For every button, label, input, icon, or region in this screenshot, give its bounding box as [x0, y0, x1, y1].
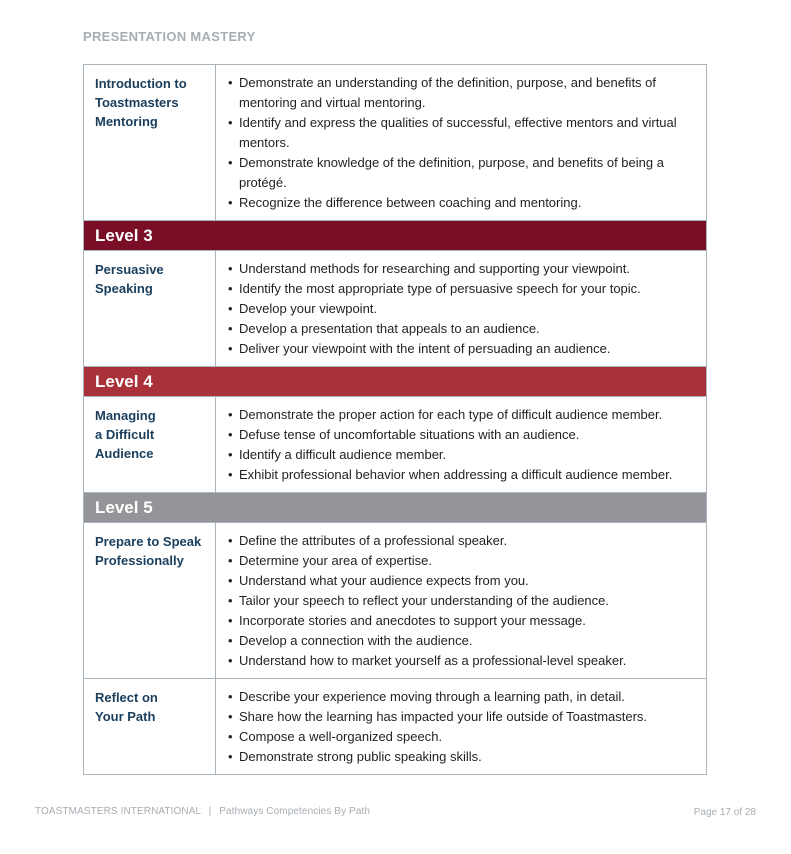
bullet-item: • Identify and express the qualities of successful, effective mentors and virtual mentors. [228, 113, 700, 153]
topic-line: Introduction to [95, 76, 187, 91]
bullet-item: • Identify the most appropriate type of persuasive speech for your topic. [228, 279, 700, 299]
level-3-banner: Level 3 [84, 221, 706, 251]
level-5-banner: Level 5 [84, 493, 706, 523]
table-row [84, 65, 706, 221]
bullet-item: • Share how the learning has impacted your life outside of Toastmasters. [228, 707, 700, 727]
bullet-item: • Understand how to market yourself as a professional-level speaker. [228, 651, 700, 671]
bullet-list [216, 397, 706, 492]
topic-line: Speaking [95, 281, 153, 296]
bullet-item: • Understand methods for researching and supporting your viewpoint. [228, 259, 700, 279]
bullet-item: • Identify a difficult audience member. [228, 445, 700, 465]
bullet-item: • Develop your viewpoint. [228, 299, 700, 319]
bullet-list [216, 679, 706, 774]
footer-doc-title: Pathways Competencies By Path [219, 806, 371, 817]
bullet-list [216, 251, 706, 366]
footer-left [35, 806, 370, 817]
table-row [84, 251, 706, 367]
bullet-item: • Defuse tense of uncomfortable situations with an audience. [228, 425, 700, 445]
topic-line: Professionally [95, 553, 184, 568]
topic-line: Mentoring [95, 114, 158, 129]
bullet-item: • Demonstrate the proper action for each type of difficult audience member. [228, 405, 700, 425]
bullet-item: • Demonstrate an understanding of the definition, purpose, and benefits of mentoring and virtual mentoring. [228, 73, 700, 113]
topic-cell [84, 397, 216, 492]
table-row [84, 523, 706, 679]
topic-cell [84, 65, 216, 220]
bullet-item: • Tailor your speech to reflect your understanding of the audience. [228, 591, 700, 611]
bullet-list [216, 523, 706, 678]
bullet-item: • Exhibit professional behavior when addressing a difficult audience member. [228, 465, 700, 485]
bullet-item: • Define the attributes of a professional speaker. [228, 531, 700, 551]
competency-table [83, 64, 707, 775]
page-header: PRESENTATION MASTERY [83, 29, 256, 44]
bullet-item: • Understand what your audience expects from you. [228, 571, 700, 591]
bullet-item: • Demonstrate knowledge of the definition, purpose, and benefits of being a protégé. [228, 153, 700, 193]
topic-line: Toastmasters [95, 95, 179, 110]
topic-cell [84, 523, 216, 678]
bullet-item: • Determine your area of expertise. [228, 551, 700, 571]
topic-cell [84, 251, 216, 366]
bullet-item: • Demonstrate strong public speaking skills. [228, 747, 700, 767]
topic-line: Audience [95, 446, 154, 461]
topic-cell [84, 679, 216, 774]
page-number: Page 17 of 28 [693, 807, 756, 818]
bullet-item: • Recognize the difference between coaching and mentoring. [228, 193, 700, 213]
bullet-item: • Develop a presentation that appeals to an audience. [228, 319, 700, 339]
bullet-item: • Incorporate stories and anecdotes to support your message. [228, 611, 700, 631]
level-4-banner: Level 4 [84, 367, 706, 397]
topic-line: Managing [95, 408, 156, 423]
topic-line: Persuasive [95, 262, 164, 277]
table-row [84, 397, 706, 493]
topic-line: Your Path [95, 709, 156, 724]
bullet-list [216, 65, 706, 220]
bullet-item: • Deliver your viewpoint with the intent of persuading an audience. [228, 339, 700, 359]
table-row [84, 679, 706, 774]
topic-line: a Difficult [95, 427, 155, 442]
bullet-item: • Compose a well-organized speech. [228, 727, 700, 747]
topic-line: Prepare to Speak [95, 534, 202, 549]
footer-org: TOASTMASTERS INTERNATIONAL [35, 806, 201, 817]
footer-separator: | [208, 806, 212, 817]
topic-line: Reflect on [95, 690, 158, 705]
bullet-item: • Describe your experience moving through a learning path, in detail. [228, 687, 700, 707]
bullet-item: • Develop a connection with the audience. [228, 631, 700, 651]
